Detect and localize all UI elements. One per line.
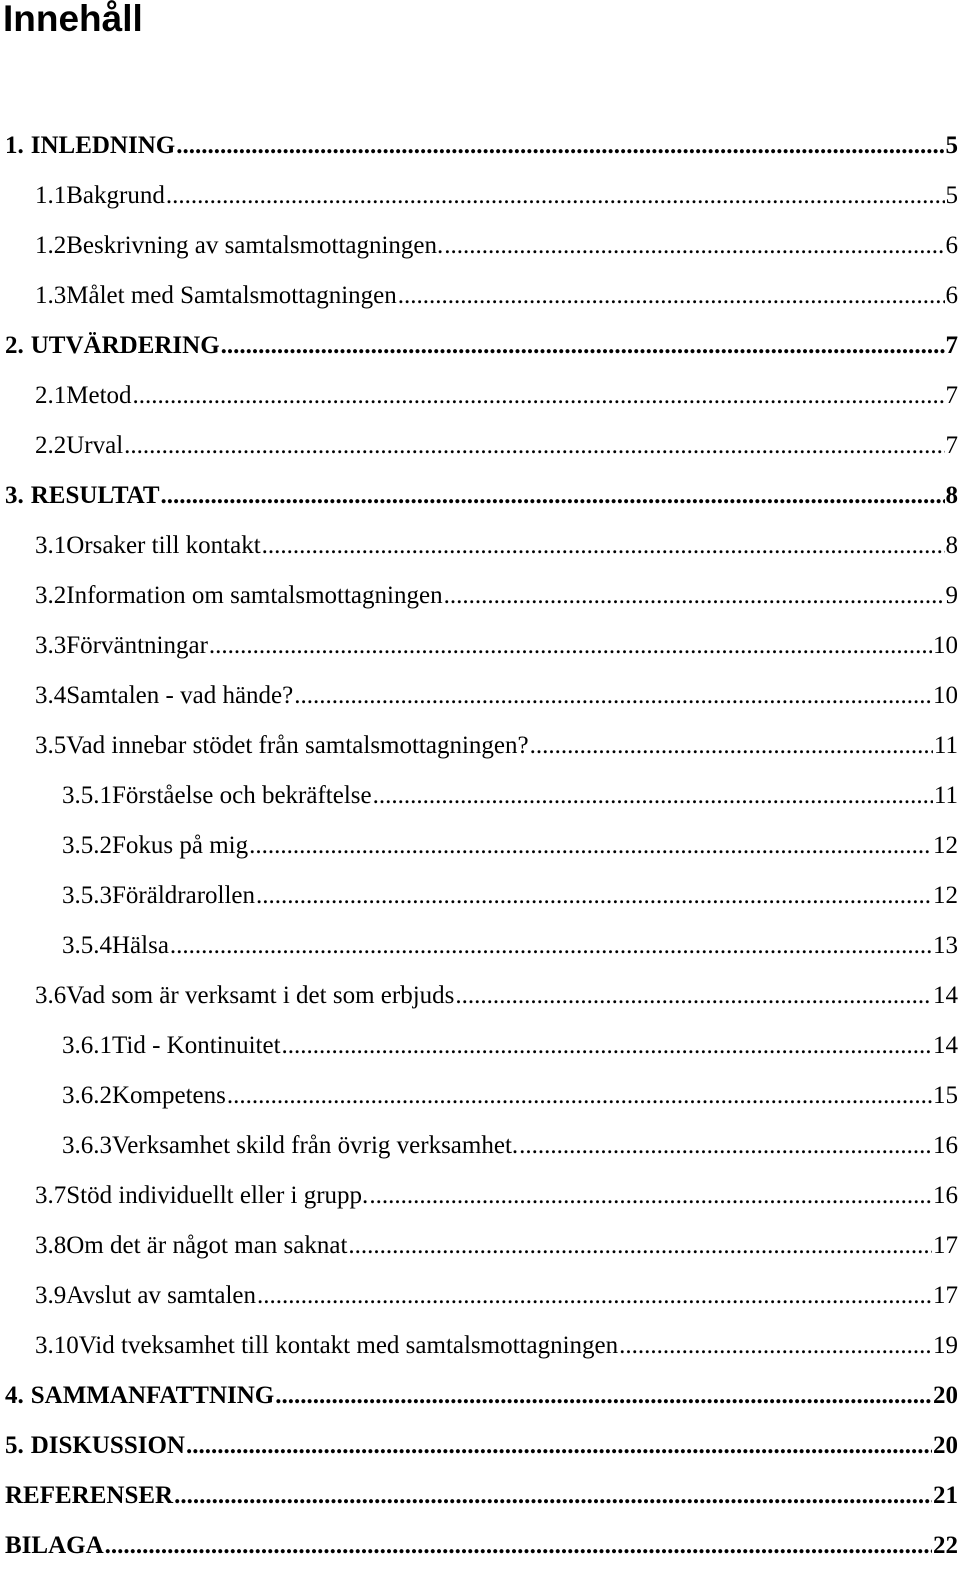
toc-entry-number: 1.1 xyxy=(35,182,67,209)
toc-entry-label: INLEDNING xyxy=(30,132,176,159)
toc-dot-leader xyxy=(444,571,945,621)
toc-dot-leader xyxy=(124,421,944,471)
toc-entry[interactable] xyxy=(0,871,960,921)
toc-entry-page-number: 9 xyxy=(945,582,958,609)
toc-entry-label: Beskrivning av samtalsmottagningen. xyxy=(66,232,444,259)
toc-dot-leader xyxy=(227,1071,932,1121)
toc-entry-label: Vid tveksamhet till kontakt med samtalsmottagningen xyxy=(78,1332,619,1359)
toc-entry[interactable] xyxy=(0,471,960,521)
toc-entry-label: Förståelse och bekräftelse xyxy=(112,782,372,809)
toc-entry[interactable] xyxy=(0,171,960,221)
toc-entry[interactable] xyxy=(0,971,960,1021)
toc-entry-number: 3.3 xyxy=(35,632,67,659)
toc-dot-leader xyxy=(275,1371,932,1421)
toc-entry-page-number: 5 xyxy=(945,182,958,209)
toc-dot-leader xyxy=(176,121,944,171)
toc-entry-label: DISKUSSION xyxy=(30,1432,185,1459)
toc-entry[interactable] xyxy=(0,121,960,171)
toc-entry-label: SAMMANFATTNING xyxy=(30,1382,275,1409)
toc-entry-label: Hälsa xyxy=(112,932,169,959)
toc-dot-leader xyxy=(348,1221,932,1271)
page-title: Innehåll xyxy=(3,0,143,39)
toc-entry[interactable] xyxy=(0,1021,960,1071)
toc-entry-label: Kompetens xyxy=(112,1082,226,1109)
toc-dot-leader xyxy=(174,1471,932,1521)
toc-entry-label: Bakgrund xyxy=(66,182,165,209)
toc-entry-number: 3.2 xyxy=(35,582,67,609)
toc-entry[interactable] xyxy=(0,271,960,321)
toc-entry-page-number: 21 xyxy=(933,1482,958,1509)
toc-entry-number: 1. xyxy=(5,132,24,159)
toc-entry-number: 3.1 xyxy=(35,532,67,559)
toc-entry-label: Om det är något man saknat xyxy=(66,1232,348,1259)
toc-entry[interactable] xyxy=(0,1071,960,1121)
toc-entry-page-number: 20 xyxy=(933,1432,958,1459)
toc-entry-label: Fokus på mig xyxy=(112,832,249,859)
toc-entry-number: 3.6.2 xyxy=(62,1082,112,1109)
toc-entry-label: REFERENSER xyxy=(5,1482,174,1509)
toc-dot-leader xyxy=(619,1321,932,1371)
toc-entry-number: 3.5.3 xyxy=(62,882,112,909)
toc-entry-number: 3.7 xyxy=(35,1182,67,1209)
toc-entry-label: Förväntningar xyxy=(66,632,208,659)
toc-entry[interactable] xyxy=(0,321,960,371)
toc-dot-leader xyxy=(186,1421,932,1471)
toc-entry-number: 5. xyxy=(5,1432,24,1459)
toc-entry-label: Avslut av samtalen xyxy=(66,1282,257,1309)
toc-dot-leader xyxy=(166,171,945,221)
toc-entry-page-number: 12 xyxy=(933,832,958,859)
toc-dot-leader xyxy=(105,1521,932,1571)
toc-entry[interactable] xyxy=(0,1371,960,1421)
toc-entry-page-number: 8 xyxy=(945,482,958,509)
toc-entry-page-number: 11 xyxy=(933,782,958,809)
toc-entry-number: 1.3 xyxy=(35,282,67,309)
toc-entry-page-number: 16 xyxy=(933,1182,958,1209)
toc-entry-label: Metod xyxy=(66,382,132,409)
toc-entry-number: 3.4 xyxy=(35,682,67,709)
toc-entry-page-number: 22 xyxy=(933,1532,958,1559)
toc-entry-label: Vad som är verksamt i det som erbjuds xyxy=(66,982,455,1009)
toc-entry[interactable] xyxy=(0,1171,960,1221)
toc-entry[interactable] xyxy=(0,521,960,571)
toc-entry[interactable] xyxy=(0,1421,960,1471)
toc-entry-number: 4. xyxy=(5,1382,24,1409)
toc-entry-number: 3.6.1 xyxy=(62,1032,112,1059)
toc-dot-leader xyxy=(369,1171,932,1221)
toc-entry-label: UTVÄRDERING xyxy=(30,332,220,359)
toc-entry-page-number: 13 xyxy=(933,932,958,959)
toc-entry-page-number: 19 xyxy=(933,1332,958,1359)
toc-entry-page-number: 6 xyxy=(945,282,958,309)
toc-entry-number: 1.2 xyxy=(35,232,67,259)
toc-entry-label: Verksamhet skild från övrig verksamhet. xyxy=(112,1132,519,1159)
toc-dot-leader xyxy=(530,721,933,771)
toc-dot-leader xyxy=(170,921,932,971)
toc-entry-page-number: 7 xyxy=(945,382,958,409)
toc-entry-label: Urval xyxy=(66,432,124,459)
toc-entry-page-number: 10 xyxy=(933,632,958,659)
toc-entry[interactable] xyxy=(0,571,960,621)
toc-entry[interactable] xyxy=(0,821,960,871)
toc-entry-page-number: 14 xyxy=(933,1032,958,1059)
toc-entry-page-number: 16 xyxy=(933,1132,958,1159)
toc-entry[interactable] xyxy=(0,421,960,471)
toc-entry-number: 3.5 xyxy=(35,732,67,759)
toc-entry-number: 3.5.4 xyxy=(62,932,112,959)
toc-entry-page-number: 14 xyxy=(933,982,958,1009)
toc-entry[interactable] xyxy=(0,1121,960,1171)
toc-entry-label: Målet med Samtalsmottagningen xyxy=(66,282,397,309)
toc-entry-page-number: 15 xyxy=(933,1082,958,1109)
toc-entry-page-number: 7 xyxy=(945,332,958,359)
toc-dot-leader xyxy=(161,471,945,521)
toc-entry-number: 3.9 xyxy=(35,1282,67,1309)
toc-entry-label: Föräldrarollen xyxy=(112,882,256,909)
toc-entry-number: 3.5.1 xyxy=(62,782,112,809)
toc-entry-page-number: 8 xyxy=(945,532,958,559)
toc-dot-leader xyxy=(282,1021,932,1071)
toc-entry-number: 2.2 xyxy=(35,432,67,459)
toc-entry[interactable] xyxy=(0,1321,960,1371)
toc-entry-page-number: 17 xyxy=(933,1232,958,1259)
toc-dot-leader xyxy=(294,671,932,721)
toc-dot-leader xyxy=(249,821,932,871)
toc-entry[interactable] xyxy=(0,721,960,771)
toc-entry[interactable] xyxy=(0,921,960,971)
toc-entry-label: Stöd individuellt eller i grupp. xyxy=(66,1182,369,1209)
toc-entry-page-number: 5 xyxy=(945,132,958,159)
toc-dot-leader xyxy=(257,1271,932,1321)
toc-entry-label: Vad innebar stödet från samtalsmottagningen? xyxy=(66,732,529,759)
toc-entry[interactable] xyxy=(0,771,960,821)
toc-entry-number: 3. xyxy=(5,482,24,509)
toc-entry-label: Information om samtalsmottagningen xyxy=(66,582,443,609)
toc-entry-label: BILAGA xyxy=(5,1532,104,1559)
toc-entry[interactable] xyxy=(0,1521,960,1571)
toc-dot-leader xyxy=(519,1121,932,1171)
toc-entry-number: 2. xyxy=(5,332,24,359)
toc-dot-leader xyxy=(455,971,932,1021)
toc-entry-label: Samtalen - vad hände? xyxy=(66,682,294,709)
toc-entry-page-number: 10 xyxy=(933,682,958,709)
toc-entry-page-number: 7 xyxy=(945,432,958,459)
toc-entry[interactable] xyxy=(0,671,960,721)
toc-entry-number: 3.6.3 xyxy=(62,1132,112,1159)
toc-dot-leader xyxy=(398,271,945,321)
toc-entry-label: Orsaker till kontakt xyxy=(66,532,261,559)
toc-entry[interactable] xyxy=(0,1471,960,1521)
toc-dot-leader xyxy=(256,871,932,921)
toc-entry-page-number: 17 xyxy=(933,1282,958,1309)
toc-entry-number: 3.10 xyxy=(35,1332,79,1359)
toc-dot-leader xyxy=(262,521,945,571)
toc-entry-label: RESULTAT xyxy=(30,482,160,509)
toc-entry-number: 3.8 xyxy=(35,1232,67,1259)
toc-entry-page-number: 20 xyxy=(933,1382,958,1409)
toc-dot-leader xyxy=(133,371,945,421)
toc-entry-number: 2.1 xyxy=(35,382,67,409)
toc-entry-page-number: 6 xyxy=(945,232,958,259)
toc-entry[interactable] xyxy=(0,371,960,421)
toc-dot-leader xyxy=(373,771,933,821)
toc-entry[interactable] xyxy=(0,1271,960,1321)
toc-dot-leader xyxy=(221,321,945,371)
toc-entry-label: Tid - Kontinuitet xyxy=(112,1032,281,1059)
toc-entry-page-number: 11 xyxy=(933,732,958,759)
toc-entry[interactable] xyxy=(0,221,960,271)
table-of-contents xyxy=(0,121,960,1571)
toc-entry[interactable] xyxy=(0,621,960,671)
toc-dot-leader xyxy=(209,621,932,671)
toc-entry-number: 3.5.2 xyxy=(62,832,112,859)
toc-entry[interactable] xyxy=(0,1221,960,1271)
toc-entry-number: 3.6 xyxy=(35,982,67,1009)
toc-entry-page-number: 12 xyxy=(933,882,958,909)
toc-dot-leader xyxy=(444,221,944,271)
